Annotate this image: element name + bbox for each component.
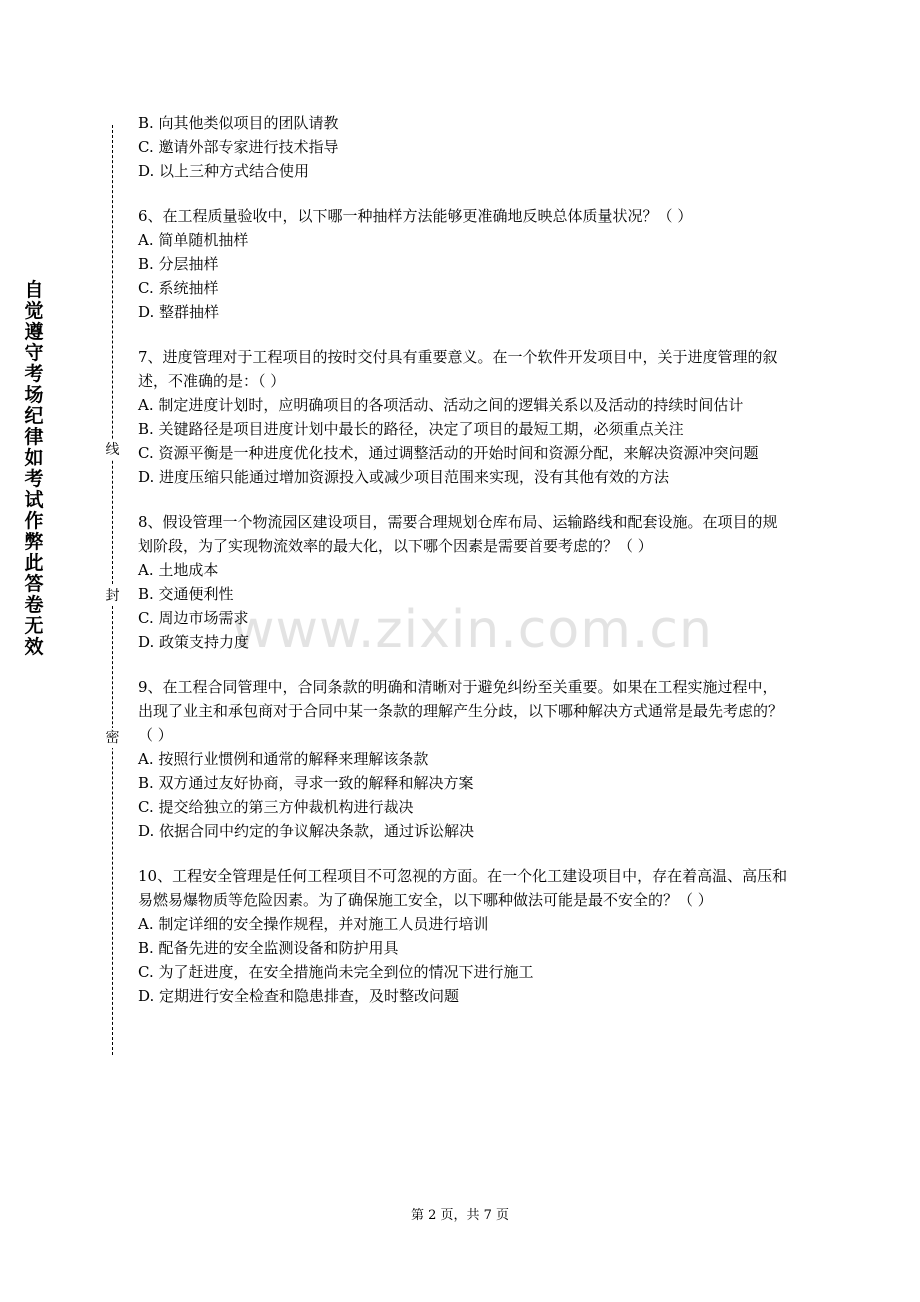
option: D. 以上三种方式结合使用 [138, 162, 310, 180]
question-7 [138, 345, 790, 489]
option: B. 配备先进的安全监测设备和防护用具 [138, 939, 399, 957]
exam-content [138, 111, 790, 1008]
seal-mark-seal: 封 [105, 588, 120, 604]
question-9 [138, 675, 790, 843]
question-6 [138, 204, 790, 324]
exam-discipline-warning: 自觉遵守考场纪律如考试作弊此答卷无效 [24, 279, 44, 658]
option: A. 简单随机抽样 [138, 231, 249, 249]
option: A. 土地成本 [138, 561, 219, 579]
option: B. 分层抽样 [138, 255, 219, 273]
watermark: www.zixin.com.cn [232, 600, 713, 660]
question-stem: 7、进度管理对于工程项目的按时交付具有重要意义。在一个软件开发项目中，关于进度管理的叙述，不准确的是：（ ） [138, 348, 778, 390]
question-8 [138, 510, 790, 654]
option: C. 系统抽样 [138, 279, 219, 297]
option: C. 周边市场需求 [138, 609, 249, 627]
question-10 [138, 864, 790, 1008]
question-stem: 9、在工程合同管理中，合同条款的明确和清晰对于避免纠纷至关重要。如果在工程实施过程中，出现了业主和承包商对于合同中某一条款的理解产生分歧，以下哪种解决方式通常是最先考虑的？（ ） [138, 678, 784, 744]
option: B. 关键路径是项目进度计划中最长的路径，决定了项目的最短工期，必须重点关注 [138, 420, 684, 438]
question-stem: 8、假设管理一个物流园区建设项目，需要合理规划仓库布局、运输路线和配套设施。在项目的规划阶段，为了实现物流效率的最大化，以下哪个因素是需要首要考虑的？（ ） [138, 513, 778, 555]
option: B. 双方通过友好协商，寻求一致的解释和解决方案 [138, 774, 474, 792]
option: B. 向其他类似项目的团队请教 [138, 114, 339, 132]
seal-mark-secret: 密 [105, 730, 120, 746]
seal-mark-line: 线 [105, 442, 120, 458]
option: A. 制定进度计划时，应明确项目的各项活动、活动之间的逻辑关系以及活动的持续时间估计 [138, 396, 744, 414]
option: C. 资源平衡是一种进度优化技术，通过调整活动的开始时间和资源分配，来解决资源冲突问题 [138, 444, 759, 462]
question-stem: 10、工程安全管理是任何工程项目不可忽视的方面。在一个化工建设项目中，存在着高温、高压和易燃易爆物质等危险因素。为了确保施工安全，以下哪种做法可能是最不安全的？（ ） [138, 867, 788, 909]
option: A. 按照行业惯例和通常的解释来理解该条款 [138, 750, 429, 768]
option: D. 进度压缩只能通过增加资源投入或减少项目范围来实现，没有其他有效的方法 [138, 468, 670, 486]
option: D. 整群抽样 [138, 303, 220, 321]
option: C. 为了赶进度，在安全措施尚未完全到位的情况下进行施工 [138, 963, 534, 981]
option: A. 制定详细的安全操作规程，并对施工人员进行培训 [138, 915, 489, 933]
question-stem: 6、在工程质量验收中，以下哪一种抽样方法能够更准确地反映总体质量状况？（ ） [138, 207, 693, 225]
page-number: 第 2 页，共 7 页 [410, 1208, 510, 1223]
option: D. 定期进行安全检查和隐患排查，及时整改问题 [138, 987, 460, 1005]
option: D. 依据合同中约定的争议解决条款，通过诉讼解决 [138, 822, 475, 840]
option: C. 邀请外部专家进行技术指导 [138, 138, 339, 156]
option: D. 政策支持力度 [138, 633, 250, 651]
option: B. 交通便利性 [138, 585, 234, 603]
option: C. 提交给独立的第三方仲裁机构进行裁决 [138, 798, 414, 816]
carryover-options [138, 111, 790, 183]
